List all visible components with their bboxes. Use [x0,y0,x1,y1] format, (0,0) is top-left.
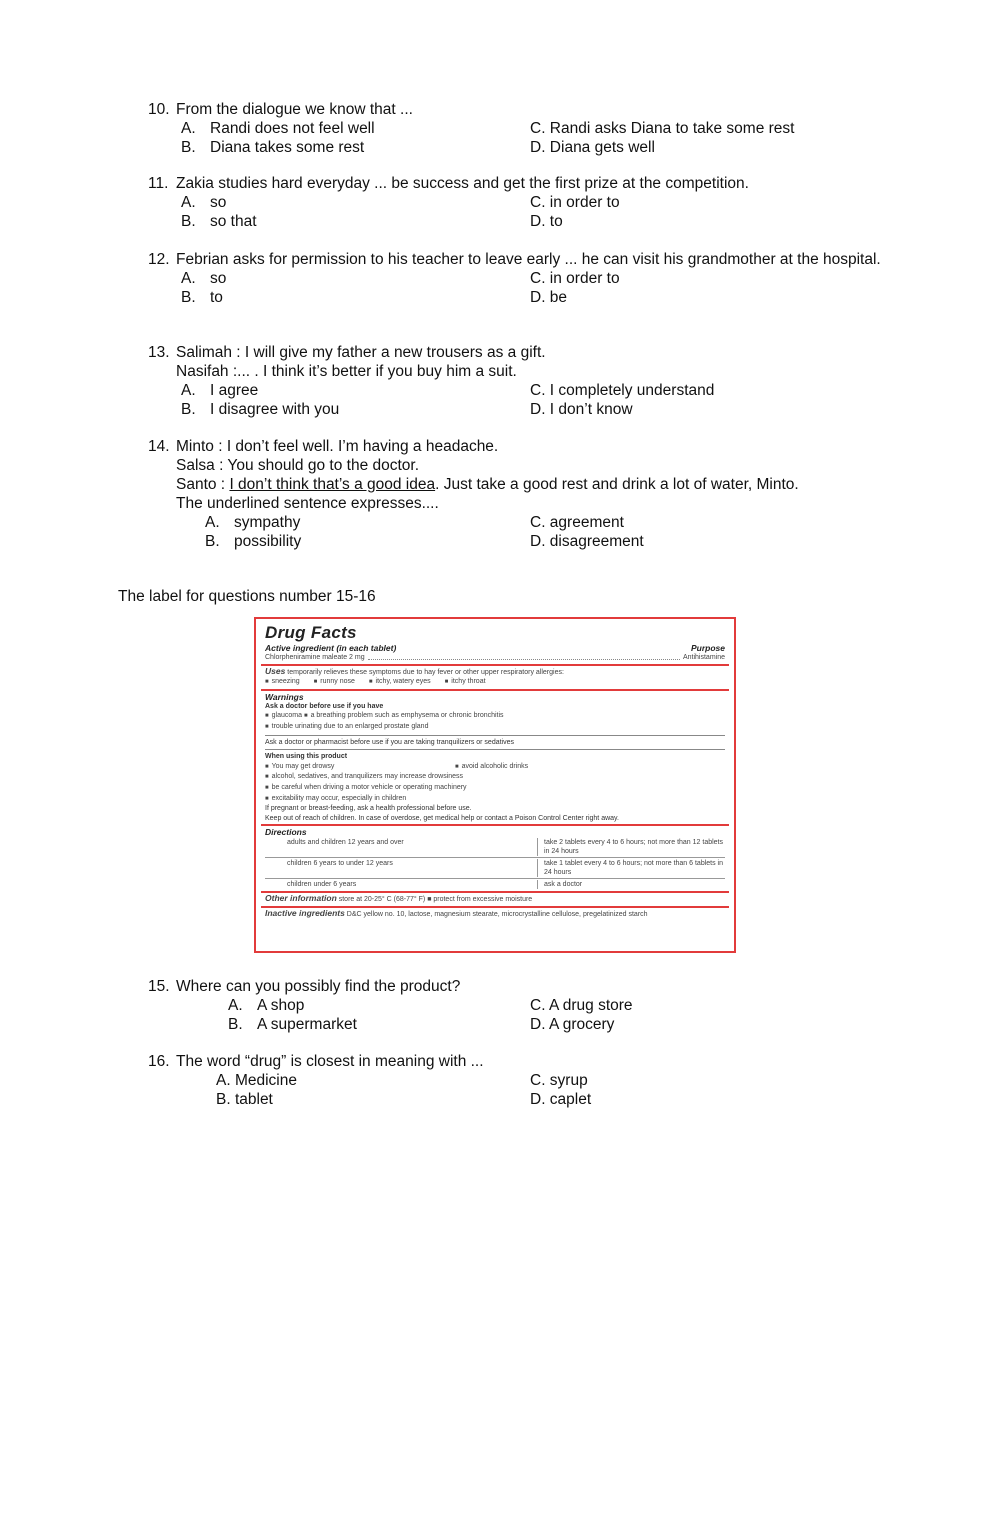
option-d[interactable]: D. to [530,213,563,230]
option-b[interactable]: B. tablet [216,1091,273,1108]
dialogue-line: Nasifah :... . I think it’s better if you buy him a suit. [176,363,517,380]
option-a[interactable]: A. so [181,270,227,287]
dialogue-line: Salsa : You should go to the doctor. [176,457,420,474]
question-number: 10. [148,101,170,118]
option-c[interactable]: C. in order to [530,194,620,211]
option-b[interactable]: B. Diana takes some rest [181,139,365,156]
question-number: 13. [148,344,170,361]
dialogue-line: Salimah : I will give my father a new trousers as a gift. [176,344,546,361]
option-d[interactable]: D. A grocery [530,1016,615,1033]
option-b[interactable]: B. so that [181,213,257,230]
label-intro: The label for questions number 15-16 [118,588,376,605]
question-number: 16. [148,1053,170,1070]
option-c[interactable]: C. A drug store [530,997,633,1014]
question-10 [148,100,888,157]
option-d[interactable]: D. disagreement [530,533,644,550]
purpose: Antihistamine [682,654,725,661]
label-header [261,622,729,666]
option-b[interactable]: B. A supermarket [228,1016,357,1033]
question-stem: The word “drug” is closest in meaning with ... [176,1053,484,1070]
question-number: 11. [148,175,169,192]
question-14 [148,437,888,551]
question-13 [148,343,888,419]
option-b[interactable]: B. I disagree with you [181,401,340,418]
directions-row: adults and children 12 years and over take 2 tablets every 4 to 6 hours; not more than 12 tablets in 24 hours [265,837,725,858]
question-stem: Zakia studies hard everyday ... be success and get the first prize at the competition. [176,175,749,192]
question-16 [148,1052,888,1109]
option-a[interactable]: A. sympathy [205,514,301,531]
option-b[interactable]: B. possibility [205,533,302,550]
drug-facts-label [254,617,736,953]
directions-row: children under 6 years ask a doctor [265,879,725,890]
option-c[interactable]: C. syrup [530,1072,588,1089]
uses-section: Uses temporarily relieves these symptoms due to hay fever or other upper respiratory allergies: ■ sneezing ■ runny nose ■ itchy, watery eyes ■ itchy throat [261,666,729,691]
purpose-heading: Purpose [690,643,725,653]
question-stem: 12. Febrian asks for permission to his teacher to leave early ... he can visit his grandmother at the hospital. [148,251,881,268]
label-title: Drug Facts [265,623,357,642]
option-a[interactable]: A. I agree [181,382,259,399]
option-a[interactable]: A. A shop [228,997,305,1014]
warnings-section: Warnings Ask a doctor before use if you have ■ glaucoma ■ a breathing problem such as emphysema or chronic bronchitis ■ trouble urinating due to an enlarged prostate gland Ask a doctor or pharmacist before use if you are taking tranquilizers or sedatives When using this product ■ You may get drowsy ■ avoid alcoholic drinks ■ alcohol, sedatives, and tranquilizers may increase drowsiness ■ be careful when driving a motor vehicle or operating machinery ■ excitability may occur, especially in children If pregnant or breast-feeding, ask a health professional before use. Keep out of reach of children. In case of overdose, get medical help or contact a Poison Control Center right away. [261,691,729,827]
dialogue-line: Minto : I don’t feel well. I’m having a headache. [176,438,499,455]
option-d[interactable]: D. I don’t know [530,401,633,418]
option-c[interactable]: C. agreement [530,514,624,531]
active-ingredient-heading: Active ingredient (in each tablet) [265,643,397,653]
option-a[interactable]: A. Randi does not feel well [181,120,375,137]
option-a[interactable]: A. Medicine [216,1072,297,1089]
option-c[interactable]: C. I completely understand [530,382,715,399]
question-11 [148,174,888,231]
dialogue-line: Santo : I don’t think that’s a good idea. Just take a good rest and drink a lot of water, Minto. [176,476,799,493]
other-information-section: Other information store at 20-25° C (68-77° F) ■ protect from excessive moisture [261,893,729,908]
directions-row: children 6 years to under 12 years take 1 tablet every 4 to 6 hours; not more than 6 tablets in 24 hours [265,858,725,879]
underlined-sentence: I don’t think that’s a good idea [229,476,436,493]
option-c[interactable]: C. Randi asks Diana to take some rest [530,120,795,137]
question-15 [148,977,888,1034]
option-b[interactable]: B. to [181,289,223,306]
question-number: 15. [148,978,170,995]
option-c[interactable]: C. in order to [530,270,620,287]
question-number: 14. [148,438,170,455]
directions-section: Directions adults and children 12 years and over take 2 tablets every 4 to 6 hours; not more than 12 tablets in 24 hours children 6 years to under 12 years take 1 tablet every 4 to 6 hours; not more than 6 tablets in 24 hours children under 6 years ask a doctor [261,826,729,893]
option-d[interactable]: D. be [530,289,568,306]
active-ingredient: Chlorpheniramine maleate 2 mg [265,654,365,661]
option-d[interactable]: D. caplet [530,1091,592,1108]
option-a[interactable]: A. so [181,194,227,211]
question-stem: Where can you possibly find the product? [176,978,461,995]
question-12 [148,250,888,307]
option-d[interactable]: D. Diana gets well [530,139,655,156]
question-stem: The underlined sentence expresses.... [176,495,439,512]
inactive-ingredients-section: Inactive ingredients D&C yellow no. 10, lactose, magnesium stearate, microcrystalline cellulose, pregelatinized starch [265,907,648,918]
question-stem: From the dialogue we know that ... [176,101,413,118]
